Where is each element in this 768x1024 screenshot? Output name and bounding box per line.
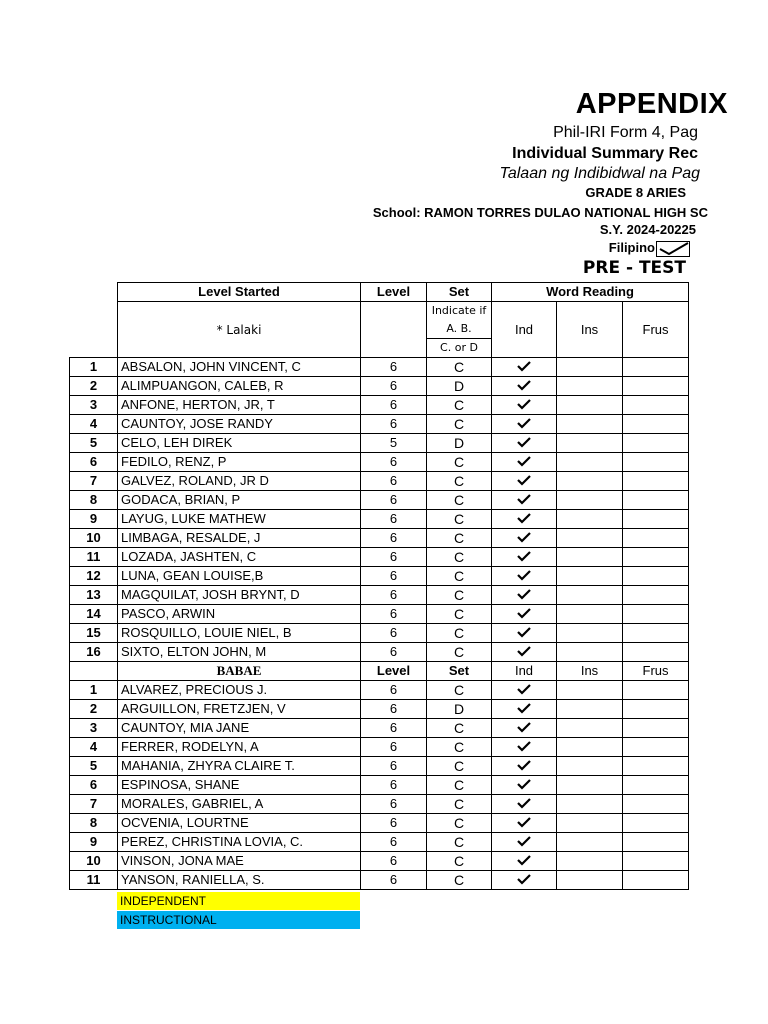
reading-level: 6	[361, 377, 427, 396]
reading-set: C	[427, 776, 492, 795]
reading-level: 6	[361, 814, 427, 833]
reading-set: C	[427, 757, 492, 776]
row-number: 15	[70, 624, 118, 643]
student-name: MORALES, GABRIEL, A	[118, 795, 361, 814]
word-reading-header: Word Reading	[492, 283, 689, 302]
babae-header-row	[70, 662, 689, 681]
frus-cell	[623, 852, 689, 871]
student-name: LUNA, GEAN LOUISE,B	[118, 567, 361, 586]
reading-level: 6	[361, 567, 427, 586]
header-row-1	[70, 283, 689, 302]
reading-level: 6	[361, 757, 427, 776]
frus-cell	[623, 738, 689, 757]
table-row	[70, 567, 689, 586]
student-name: CAUNTOY, MIA JANE	[118, 719, 361, 738]
table-row	[70, 605, 689, 624]
table-row	[70, 529, 689, 548]
table-row	[70, 852, 689, 871]
ins-cell	[557, 567, 623, 586]
reading-level: 6	[361, 453, 427, 472]
reading-level: 6	[361, 358, 427, 377]
ins-cell	[557, 377, 623, 396]
frus-cell	[623, 833, 689, 852]
lalaki-label: * Lalaki	[118, 302, 361, 358]
row-number: 12	[70, 567, 118, 586]
reading-level: 6	[361, 738, 427, 757]
indicate-label: Indicate if A. B.	[427, 302, 492, 339]
ind-check-cell	[492, 605, 557, 624]
set-header: Set	[427, 662, 492, 681]
row-number: 1	[70, 358, 118, 377]
table-row	[70, 776, 689, 795]
subject-filipino	[609, 240, 690, 257]
ind-check-cell	[492, 529, 557, 548]
row-number: 7	[70, 795, 118, 814]
student-name: PASCO, ARWIN	[118, 605, 361, 624]
reading-set: C	[427, 643, 492, 662]
reading-set: C	[427, 833, 492, 852]
reading-level: 6	[361, 700, 427, 719]
ins-cell	[557, 643, 623, 662]
ins-cell	[557, 681, 623, 700]
ind-check-cell	[492, 586, 557, 605]
ind-header: Ind	[492, 662, 557, 681]
ins-cell	[557, 605, 623, 624]
reading-set: C	[427, 852, 492, 871]
frus-header: Frus	[623, 662, 689, 681]
reading-level: 6	[361, 833, 427, 852]
reading-level: 6	[361, 852, 427, 871]
talaan-subtitle: Talaan ng Indibidwal na Pag	[499, 165, 700, 182]
row-number: 7	[70, 472, 118, 491]
blank-cell	[70, 662, 118, 681]
row-number: 11	[70, 548, 118, 567]
ins-cell	[557, 833, 623, 852]
ins-cell	[557, 434, 623, 453]
reading-level: 6	[361, 605, 427, 624]
header-row-2	[70, 302, 689, 339]
check-mark-icon	[517, 608, 531, 618]
row-number: 8	[70, 491, 118, 510]
frus-cell	[623, 871, 689, 890]
reading-level: 6	[361, 396, 427, 415]
table-row	[70, 415, 689, 434]
ind-check-cell	[492, 776, 557, 795]
ind-check-cell	[492, 643, 557, 662]
table-row	[70, 491, 689, 510]
ind-check-cell	[492, 453, 557, 472]
reading-set: C	[427, 567, 492, 586]
frus-cell	[623, 434, 689, 453]
ind-check-cell	[492, 434, 557, 453]
frus-cell	[623, 700, 689, 719]
reading-set: C	[427, 472, 492, 491]
table-row	[70, 833, 689, 852]
table-row	[70, 757, 689, 776]
check-mark-icon	[517, 627, 531, 637]
student-name: OCVENIA, LOURTNE	[118, 814, 361, 833]
check-mark-icon	[517, 475, 531, 485]
ins-cell	[557, 814, 623, 833]
reading-set: D	[427, 377, 492, 396]
check-mark-icon	[517, 589, 531, 599]
ins-cell	[557, 738, 623, 757]
row-number: 13	[70, 586, 118, 605]
frus-cell	[623, 605, 689, 624]
ind-check-cell	[492, 681, 557, 700]
school-year: S.Y. 2024-20225	[599, 222, 696, 237]
ins-cell	[557, 624, 623, 643]
reading-level: 6	[361, 719, 427, 738]
frus-cell	[623, 529, 689, 548]
subject-label: Filipino	[608, 240, 655, 255]
ind-check-cell	[492, 757, 557, 776]
frus-cell	[623, 510, 689, 529]
reading-level: 6	[361, 624, 427, 643]
ind-check-cell	[492, 472, 557, 491]
check-mark-icon	[517, 836, 531, 846]
ind-check-cell	[492, 795, 557, 814]
table-row	[70, 681, 689, 700]
ind-check-cell	[492, 852, 557, 871]
reading-level: 6	[361, 795, 427, 814]
student-name: MAGQUILAT, JOSH BRYNT, D	[118, 586, 361, 605]
student-name: GODACA, BRIAN, P	[118, 491, 361, 510]
ind-check-cell	[492, 719, 557, 738]
ind-check-cell	[492, 567, 557, 586]
check-mark-icon	[517, 779, 531, 789]
row-number: 9	[70, 833, 118, 852]
frus-cell	[623, 757, 689, 776]
frus-cell	[623, 396, 689, 415]
test-type: PRE - TEST	[582, 258, 686, 278]
frus-cell	[623, 681, 689, 700]
table-row	[70, 377, 689, 396]
reading-level: 6	[361, 510, 427, 529]
student-name: ESPINOSA, SHANE	[118, 776, 361, 795]
reading-set: C	[427, 510, 492, 529]
ins-cell	[557, 757, 623, 776]
row-number: 2	[70, 700, 118, 719]
student-name: SIXTO, ELTON JOHN, M	[118, 643, 361, 662]
ind-check-cell	[492, 377, 557, 396]
frus-cell	[623, 624, 689, 643]
ins-cell	[557, 871, 623, 890]
student-name: ALVAREZ, PRECIOUS J.	[118, 681, 361, 700]
summary-title: Individual Summary Rec	[512, 145, 698, 162]
reading-level: 6	[361, 776, 427, 795]
check-mark-icon	[517, 551, 531, 561]
check-mark-icon	[517, 646, 531, 656]
ins-cell	[557, 510, 623, 529]
reading-set: C	[427, 795, 492, 814]
student-name: ROSQUILLO, LOUIE NIEL, B	[118, 624, 361, 643]
student-name: ARGUILLON, FRETZJEN, V	[118, 700, 361, 719]
reading-level: 6	[361, 415, 427, 434]
reading-set: C	[427, 491, 492, 510]
student-name: MAHANIA, ZHYRA CLAIRE T.	[118, 757, 361, 776]
frus-cell	[623, 776, 689, 795]
reading-level: 6	[361, 586, 427, 605]
student-name: CAUNTOY, JOSE RANDY	[118, 415, 361, 434]
blank-cell	[70, 283, 118, 302]
row-number: 3	[70, 396, 118, 415]
reading-level: 6	[361, 491, 427, 510]
table-row	[70, 795, 689, 814]
summary-table	[69, 282, 689, 890]
check-mark-icon	[517, 418, 531, 428]
ind-check-cell	[492, 871, 557, 890]
ind-check-cell	[492, 415, 557, 434]
check-mark-icon	[517, 703, 531, 713]
frus-cell	[623, 377, 689, 396]
frus-cell	[623, 795, 689, 814]
row-number: 6	[70, 453, 118, 472]
table-row	[70, 472, 689, 491]
ins-cell	[557, 472, 623, 491]
table-row	[70, 453, 689, 472]
frus-cell	[623, 548, 689, 567]
row-number: 5	[70, 434, 118, 453]
ins-cell	[557, 529, 623, 548]
check-mark-icon	[517, 817, 531, 827]
check-mark-icon	[517, 798, 531, 808]
reading-level: 6	[361, 472, 427, 491]
reading-set: C	[427, 453, 492, 472]
frus-cell	[623, 472, 689, 491]
frus-cell	[623, 719, 689, 738]
table-row	[70, 700, 689, 719]
form-label: Phil-IRI Form 4, Pag	[553, 124, 698, 141]
legend-instructional: INSTRUCTIONAL	[117, 911, 360, 929]
reading-set: C	[427, 738, 492, 757]
check-mark-icon	[517, 684, 531, 694]
frus-cell	[623, 358, 689, 377]
ins-cell	[557, 700, 623, 719]
ind-header: Ind	[492, 302, 557, 358]
frus-cell	[623, 491, 689, 510]
ind-check-cell	[492, 738, 557, 757]
table-row	[70, 510, 689, 529]
ins-cell	[557, 586, 623, 605]
ins-cell	[557, 795, 623, 814]
check-mark-icon	[517, 741, 531, 751]
row-number: 8	[70, 814, 118, 833]
table-row	[70, 738, 689, 757]
check-mark-icon	[517, 513, 531, 523]
school-name: School: RAMON TORRES DULAO NATIONAL HIGH SC	[372, 205, 708, 220]
blank-cell	[70, 302, 118, 358]
check-mark-icon	[517, 532, 531, 542]
student-name: CELO, LEH DIREK	[118, 434, 361, 453]
row-number: 4	[70, 738, 118, 757]
reading-set: C	[427, 719, 492, 738]
ins-cell	[557, 719, 623, 738]
check-mark-icon	[517, 874, 531, 884]
student-name: YANSON, RANIELLA, S.	[118, 871, 361, 890]
legend-independent: INDEPENDENT	[117, 892, 360, 910]
row-number: 1	[70, 681, 118, 700]
frus-cell	[623, 415, 689, 434]
ind-check-cell	[492, 700, 557, 719]
student-name: ABSALON, JOHN VINCENT, C	[118, 358, 361, 377]
level-started-header: Level Started	[118, 283, 361, 302]
reading-level: 6	[361, 871, 427, 890]
table-row	[70, 624, 689, 643]
frus-cell	[623, 453, 689, 472]
level-header: Level	[361, 662, 427, 681]
babae-label: BABAE	[118, 662, 361, 681]
student-name: LIMBAGA, RESALDE, J	[118, 529, 361, 548]
row-number: 10	[70, 529, 118, 548]
table-row	[70, 358, 689, 377]
reading-set: C	[427, 358, 492, 377]
row-number: 14	[70, 605, 118, 624]
row-number: 3	[70, 719, 118, 738]
row-number: 10	[70, 852, 118, 871]
reading-set: C	[427, 415, 492, 434]
ins-header: Ins	[557, 302, 623, 358]
check-mark-icon	[517, 399, 531, 409]
level-header: Level	[361, 283, 427, 302]
appendix-title: APPENDIX	[575, 88, 728, 120]
check-mark-icon	[517, 380, 531, 390]
table-row	[70, 396, 689, 415]
row-number: 4	[70, 415, 118, 434]
reading-set: C	[427, 548, 492, 567]
reading-set: D	[427, 700, 492, 719]
table-row	[70, 586, 689, 605]
student-name: FERRER, RODELYN, A	[118, 738, 361, 757]
reading-level: 6	[361, 643, 427, 662]
ind-check-cell	[492, 814, 557, 833]
ins-cell	[557, 776, 623, 795]
ind-check-cell	[492, 833, 557, 852]
frus-cell	[623, 814, 689, 833]
table-row	[70, 548, 689, 567]
grade-section: GRADE 8 ARIES	[585, 185, 686, 200]
ins-cell	[557, 852, 623, 871]
ins-cell	[557, 453, 623, 472]
reading-level: 6	[361, 681, 427, 700]
row-number: 6	[70, 776, 118, 795]
frus-cell	[623, 586, 689, 605]
table-row	[70, 434, 689, 453]
ins-cell	[557, 358, 623, 377]
frus-cell	[623, 567, 689, 586]
c-or-d-label: C. or D	[427, 339, 492, 358]
check-mark-icon	[517, 855, 531, 865]
empty-level-cell	[361, 302, 427, 358]
table-row	[70, 871, 689, 890]
student-name: PEREZ, CHRISTINA LOVIA, C.	[118, 833, 361, 852]
check-mark-icon	[517, 722, 531, 732]
ind-check-cell	[492, 510, 557, 529]
reading-set: C	[427, 529, 492, 548]
reading-set: C	[427, 681, 492, 700]
reading-set: C	[427, 871, 492, 890]
student-name: LAYUG, LUKE MATHEW	[118, 510, 361, 529]
reading-set: C	[427, 605, 492, 624]
row-number: 11	[70, 871, 118, 890]
checkbox-icon	[656, 241, 690, 257]
check-mark-icon	[517, 570, 531, 580]
reading-level: 5	[361, 434, 427, 453]
document-header	[0, 0, 728, 290]
student-name: ALIMPUANGON, CALEB, R	[118, 377, 361, 396]
row-number: 2	[70, 377, 118, 396]
row-number: 5	[70, 757, 118, 776]
reading-level: 6	[361, 548, 427, 567]
ind-check-cell	[492, 358, 557, 377]
reading-set: C	[427, 624, 492, 643]
table-row	[70, 814, 689, 833]
check-mark-icon	[517, 437, 531, 447]
reading-set: D	[427, 434, 492, 453]
ins-cell	[557, 415, 623, 434]
reading-set: C	[427, 586, 492, 605]
student-name: LOZADA, JASHTEN, C	[118, 548, 361, 567]
ins-cell	[557, 548, 623, 567]
table-row	[70, 719, 689, 738]
ind-check-cell	[492, 624, 557, 643]
reading-set: C	[427, 396, 492, 415]
set-header: Set	[427, 283, 492, 302]
reading-level: 6	[361, 529, 427, 548]
table-row	[70, 643, 689, 662]
student-name: FEDILO, RENZ, P	[118, 453, 361, 472]
student-name: GALVEZ, ROLAND, JR D	[118, 472, 361, 491]
check-mark-icon	[517, 760, 531, 770]
row-number: 9	[70, 510, 118, 529]
ins-header: Ins	[557, 662, 623, 681]
frus-cell	[623, 643, 689, 662]
ind-check-cell	[492, 491, 557, 510]
ins-cell	[557, 396, 623, 415]
row-number: 16	[70, 643, 118, 662]
ind-check-cell	[492, 396, 557, 415]
check-mark-icon	[517, 494, 531, 504]
student-name: ANFONE, HERTON, JR, T	[118, 396, 361, 415]
frus-header: Frus	[623, 302, 689, 358]
reading-set: C	[427, 814, 492, 833]
check-mark-icon	[517, 361, 531, 371]
check-mark-icon	[517, 456, 531, 466]
student-name: VINSON, JONA MAE	[118, 852, 361, 871]
ins-cell	[557, 491, 623, 510]
ind-check-cell	[492, 548, 557, 567]
